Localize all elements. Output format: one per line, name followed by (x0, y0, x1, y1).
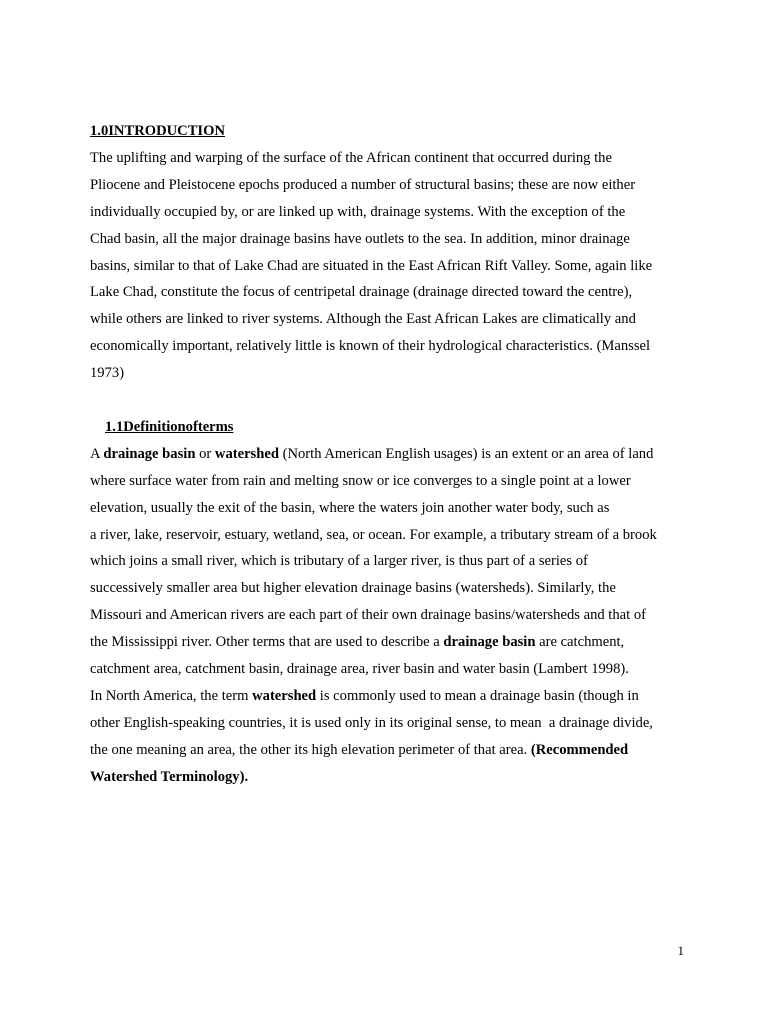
bold-citation: (Recommended (530, 741, 629, 758)
text-line: Missouri and American rivers are each part of their own drainage basins/watersheds and that of (90, 607, 646, 624)
text-line: elevation, usually the exit of the basin, where the waters join another water body, such as (90, 499, 610, 516)
text-run: In North America, the term (90, 688, 253, 705)
text-line: while others are linked to river systems. Although the East African Lakes are climatically and (90, 311, 636, 328)
text-line: a river, lake, reservoir, estuary, wetland, sea, or ocean. For example, a tributary stream of a brook (90, 526, 657, 543)
text-line: other English-speaking countries, it is used only in its original sense, to mean a drainage divide, (90, 714, 653, 731)
bold-term-drainage-basin: drainage basin (443, 634, 536, 651)
text-line: Lake Chad, constitute the focus of centripetal drainage (drainage directed toward the centre), (90, 284, 633, 301)
text-line: economically important, relatively little is known of their hydrological characteristics. (Manssel (90, 338, 651, 355)
text-line: Chad basin, all the major drainage basins have outlets to the sea. In addition, minor drainage (90, 230, 630, 247)
introduction-paragraph (90, 145, 690, 387)
definition-paragraph (90, 441, 690, 683)
text-line: successively smaller area but higher elevation drainage basins (watersheds). Similarly, the (90, 580, 616, 597)
text-run: the Mississippi river. Other terms that are used to describe a (90, 634, 444, 651)
watershed-paragraph (90, 683, 690, 791)
text-line: which joins a small river, which is tributary of a larger river, is thus part of a series of (90, 553, 588, 570)
text-line: catchment area, catchment basin, drainage area, river basin and water basin (Lambert 1998). (90, 661, 629, 678)
text-run: is commonly used to mean a drainage basin (though in (316, 688, 639, 705)
bold-term-watershed: watershed (252, 688, 317, 705)
text-run: the one meaning an area, the other its high elevation perimeter of that area. (90, 741, 531, 758)
page-number: 1 (677, 943, 684, 958)
text-line (90, 737, 690, 764)
text-line: The uplifting and warping of the surface of the African continent that occurred during the (90, 149, 612, 166)
section-heading-definition-of-terms: 1.1Definitionofterms (105, 418, 234, 435)
bold-citation: Watershed Terminology). (90, 768, 249, 785)
text-run: (North American English usages) is an extent or an area of land (278, 445, 654, 462)
text-run: A (90, 445, 104, 462)
document-body (90, 118, 690, 791)
text-run: are catchment, (535, 634, 625, 651)
text-line (90, 441, 690, 468)
text-line: 1973) (90, 365, 125, 382)
text-line (90, 683, 690, 710)
bold-term-drainage-basin: drainage basin (103, 445, 196, 462)
text-run: or (195, 445, 215, 462)
text-line: Pliocene and Pleistocene epochs produced a number of structural basins; these are now either (90, 176, 636, 193)
bold-term-watershed: watershed (214, 445, 279, 462)
section-heading-introduction: 1.0INTRODUCTION (90, 123, 226, 139)
text-line: individually occupied by, or are linked up with, drainage systems. With the exception of the (90, 203, 626, 220)
text-line: where surface water from rain and melting snow or ice converges to a single point at a lower (90, 472, 631, 489)
text-line: basins, similar to that of Lake Chad are situated in the East African Rift Valley. Some, again like (90, 257, 653, 274)
text-line (90, 629, 690, 656)
